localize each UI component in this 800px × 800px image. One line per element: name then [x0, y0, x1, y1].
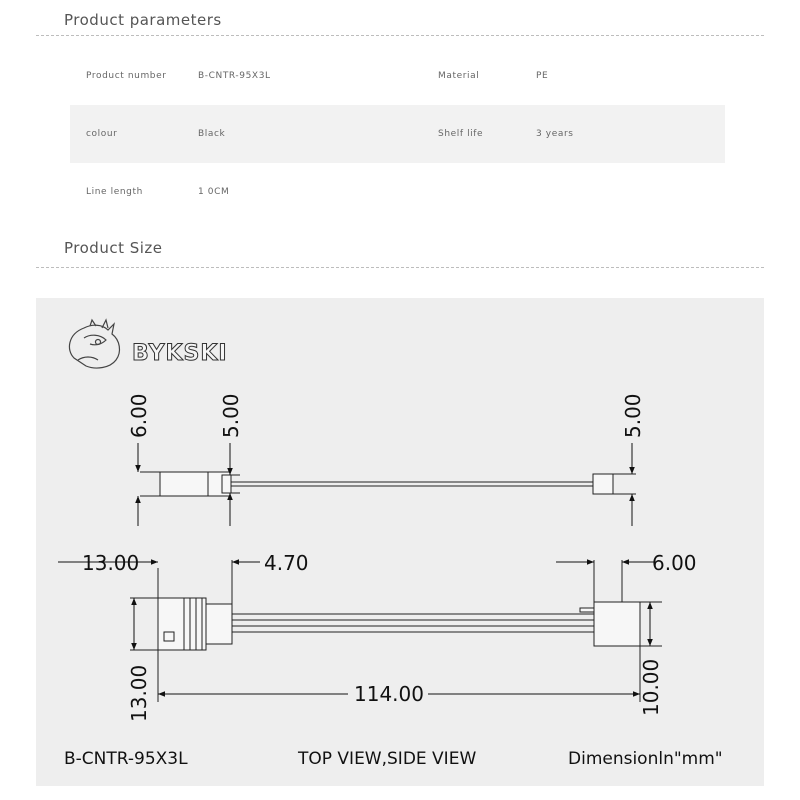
- dim-top-connector-height: 5.00: [219, 393, 243, 438]
- dim-side-right-width: 6.00: [652, 551, 697, 575]
- dim-side-right-height: 10.00: [639, 658, 663, 716]
- dimension-drawing: [36, 298, 764, 786]
- dim-top-right-height: 5.00: [621, 393, 645, 438]
- param-value: Black: [198, 129, 226, 139]
- dim-side-pin-width: 4.70: [264, 551, 309, 575]
- bykski-logo-icon: [69, 320, 227, 368]
- dim-top-left-height: 6.00: [127, 393, 151, 438]
- product-parameters-title: Product parameters: [64, 11, 222, 29]
- param-label: Shelf life: [438, 129, 484, 139]
- side-view: [130, 560, 662, 702]
- logo-text: BYKSKI: [132, 341, 228, 366]
- param-value: B-CNTR-95X3L: [198, 71, 271, 81]
- section-divider: [36, 267, 764, 268]
- param-label: Product number: [86, 71, 167, 81]
- param-label: colour: [86, 129, 118, 139]
- param-row: [70, 163, 725, 221]
- dim-side-left-width: 13.00: [82, 551, 140, 575]
- section-divider: [36, 35, 764, 36]
- param-label: Material: [438, 71, 480, 81]
- param-value: 1 0CM: [198, 187, 230, 197]
- caption-model: B-CNTR-95X3L: [64, 749, 188, 769]
- param-value: 3 years: [536, 129, 574, 139]
- top-view: [140, 472, 636, 496]
- caption-views: TOP VIEW,SIDE VIEW: [298, 749, 477, 769]
- product-size-title: Product Size: [64, 239, 163, 257]
- dim-side-left-height: 13.00: [127, 664, 151, 722]
- caption-units: Dimensionln"mm": [568, 749, 723, 769]
- param-row: [70, 47, 725, 105]
- param-row: [70, 105, 725, 163]
- param-label: Line length: [86, 187, 143, 197]
- dim-total-length: 114.00: [354, 682, 424, 706]
- param-value: PE: [536, 71, 549, 81]
